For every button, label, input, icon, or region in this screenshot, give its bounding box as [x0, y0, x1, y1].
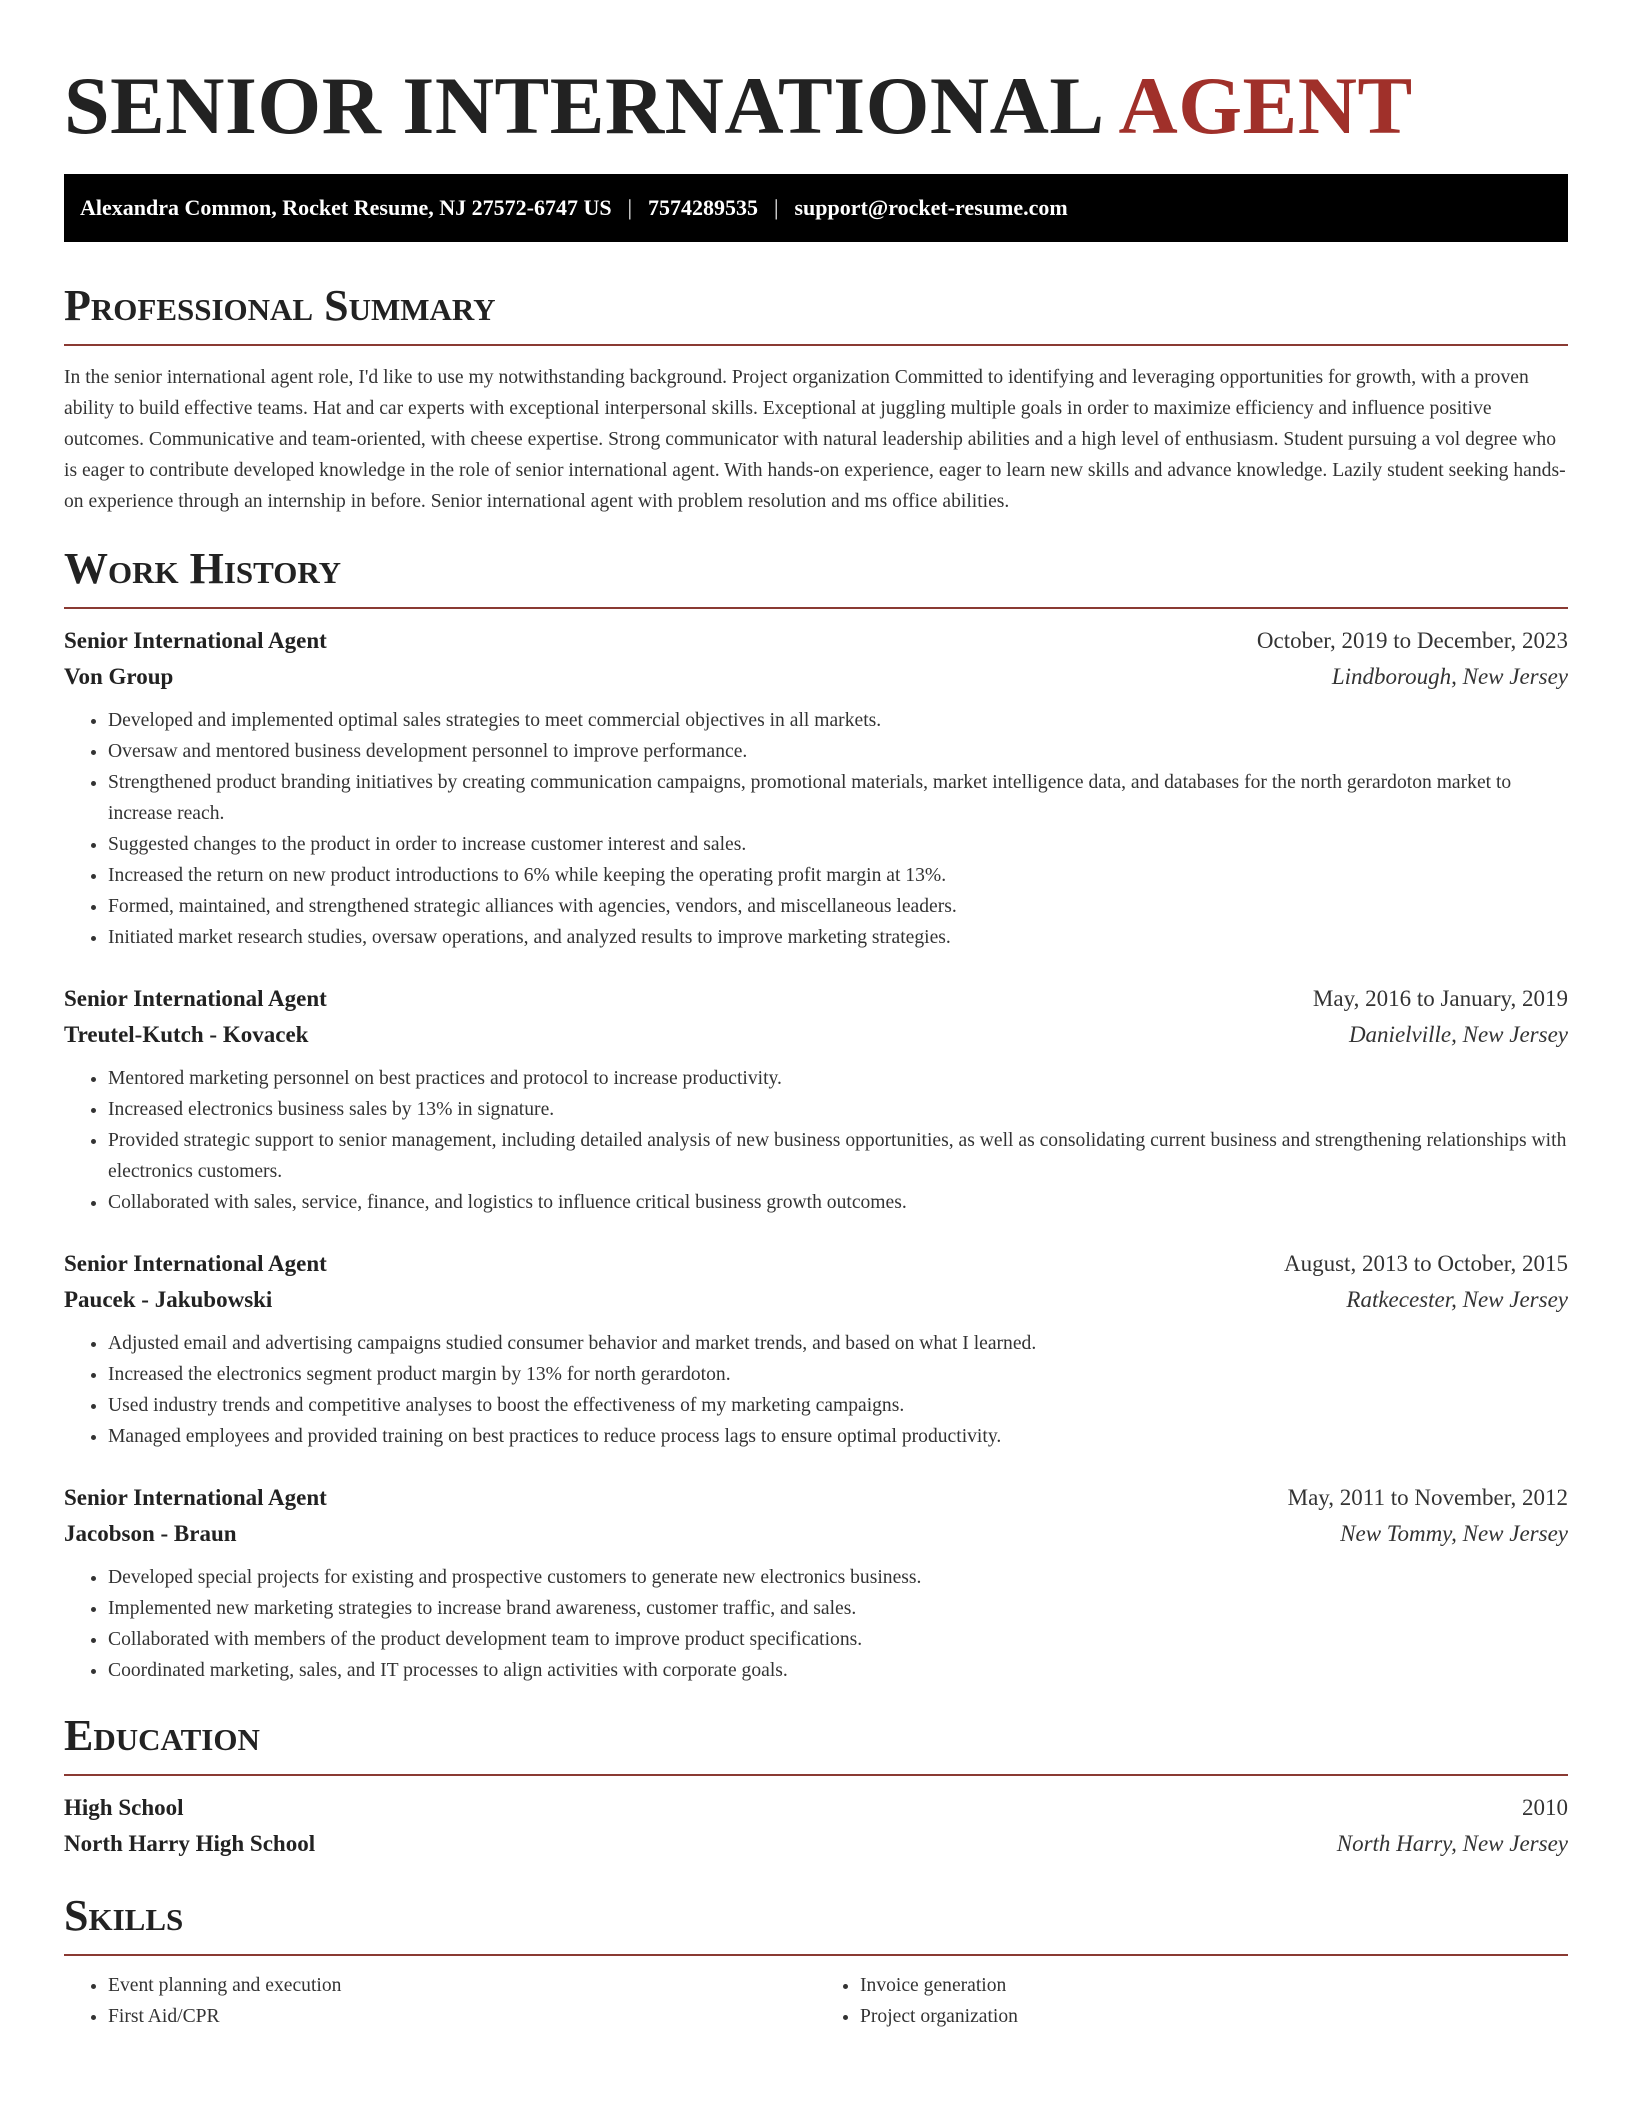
skill-item: • Event planning and execution [108, 1970, 816, 2001]
job-bullet: • Increased electronics business sales by 13% in signature. [108, 1094, 1568, 1125]
page-title [64, 56, 1568, 156]
skills-section [64, 1890, 1568, 2032]
summary-text: In the senior international agent role, I'd like to use my notwithstanding background. Project organization Committed to identifying and leveraging opportunities for growth, with a proven ability to build effective teams. Hat and car experts with exceptional interpersonal skills. Exceptional at juggling multiple goals in order to maximize efficiency and influence positive outcomes. Communicative and team-oriented, with cheese expertise. Strong communicator with natural leadership abilities and a high level of enthusiasm. Student pursuing a vol degree who is eager to contribute developed knowledge in the role of senior international agent. With hands-on experience, eager to learn new skills and advance knowledge. Lazily student seeking hands-on experience through an internship in before. Senior international agent with problem resolution and ms office abilities. [64, 367, 1566, 512]
job-location: New Tommy, New Jersey [1340, 1521, 1568, 1546]
job-header-row [64, 981, 1568, 1017]
education-degree-row [64, 1790, 1568, 1826]
contact-address: Alexandra Common, Rocket Resume, NJ 27572-6747 US [80, 195, 612, 220]
job-bullet: • Increased the return on new product introductions to 6% while keeping the operating profit margin at 13%. [108, 860, 1568, 891]
contact-email: support@rocket-resume.com [794, 195, 1068, 220]
job-company: Jacobson - Braun [64, 1521, 237, 1546]
job-bullet: • Adjusted email and advertising campaigns studied consumer behavior and market trends, and based on what I learned. [108, 1328, 1568, 1359]
job-header-row [64, 1246, 1568, 1282]
skill-item: • Project organization [860, 2001, 1568, 2032]
education-year: 2010 [1522, 1795, 1568, 1820]
job-bullet: • Suggested changes to the product in order to increase customer interest and sales. [108, 829, 1568, 860]
job-location: Ratkecester, New Jersey [1346, 1287, 1568, 1312]
job-bullets [64, 1063, 1568, 1218]
skills-grid [64, 1956, 1568, 2032]
job-dates: October, 2019 to December, 2023 [1256, 628, 1568, 653]
title-main: SENIOR INTERNATIONAL [64, 60, 1105, 151]
job-bullet: • Used industry trends and competitive analyses to boost the effectiveness of my marketing campaigns. [108, 1390, 1568, 1421]
job-bullet: • Collaborated with members of the product development team to improve product specifications. [108, 1624, 1568, 1655]
education-degree: High School [64, 1795, 184, 1820]
job-title: Senior International Agent [64, 986, 327, 1011]
job-bullet: • Strengthened product branding initiatives by creating communication campaigns, promotional materials, market intelligence data, and databases for the north gerardoton market to increase reach. [108, 767, 1568, 829]
job-title: Senior International Agent [64, 628, 327, 653]
job-bullets [64, 705, 1568, 953]
job-company-row [64, 1017, 1568, 1053]
skills-list-right [816, 1970, 1568, 2032]
skill-item: • Invoice generation [860, 1970, 1568, 2001]
contact-phone: 7574289535 [648, 195, 759, 220]
job-dates: May, 2016 to January, 2019 [1312, 986, 1568, 1011]
summary-heading: Professional Summary [64, 280, 1568, 346]
job-company: Treutel-Kutch - Kovacek [64, 1022, 309, 1047]
job-bullet: • Increased the electronics segment product margin by 13% for north gerardoton. [108, 1359, 1568, 1390]
job-company-row [64, 1282, 1568, 1318]
job-bullets [64, 1328, 1568, 1452]
education-heading: Education [64, 1710, 1568, 1776]
education-school-row [64, 1826, 1568, 1862]
job-bullet: • Provided strategic support to senior management, including detailed analysis of new business opportunities, as well as consolidating current business and strengthening relationships with electronics customers. [108, 1125, 1568, 1187]
skills-list-left [64, 1970, 816, 2032]
contact-separator: | [774, 195, 779, 220]
job-header-row [64, 1480, 1568, 1516]
job-bullets [64, 1562, 1568, 1686]
job-title: Senior International Agent [64, 1251, 327, 1276]
job-bullet: • Oversaw and mentored business development personnel to improve performance. [108, 736, 1568, 767]
job-location: Danielville, New Jersey [1348, 1022, 1568, 1047]
job-bullet: • Mentored marketing personnel on best practices and protocol to increase productivity. [108, 1063, 1568, 1094]
work-section [64, 543, 1568, 1686]
job-bullet: • Coordinated marketing, sales, and IT processes to align activities with corporate goals. [108, 1655, 1568, 1686]
job-bullet: • Formed, maintained, and strengthened strategic alliances with agencies, vendors, and miscellaneous leaders. [108, 891, 1568, 922]
job-location: Lindborough, New Jersey [1331, 664, 1568, 689]
job-dates: May, 2011 to November, 2012 [1287, 1485, 1568, 1510]
work-heading: Work History [64, 543, 1568, 609]
job-bullet: • Implemented new marketing strategies to increase brand awareness, customer traffic, and sales. [108, 1593, 1568, 1624]
education-location: North Harry, New Jersey [1336, 1831, 1568, 1856]
contact-bar [64, 174, 1568, 242]
title-accent: AGENT [1118, 60, 1413, 151]
job-entry [64, 981, 1568, 1218]
education-school: North Harry High School [64, 1831, 316, 1856]
job-bullet: • Managed employees and provided training on best practices to reduce process lags to ensure optimal productivity. [108, 1421, 1568, 1452]
job-bullet: • Collaborated with sales, service, finance, and logistics to influence critical business growth outcomes. [108, 1187, 1568, 1218]
skills-heading: Skills [64, 1890, 1568, 1956]
job-title: Senior International Agent [64, 1485, 327, 1510]
job-dates: August, 2013 to October, 2015 [1284, 1251, 1568, 1276]
job-bullet: • Developed special projects for existing and prospective customers to generate new electronics business. [108, 1562, 1568, 1593]
contact-separator: | [627, 195, 633, 220]
skill-item: • First Aid/CPR [108, 2001, 816, 2032]
summary-section [64, 280, 1568, 517]
job-company-row [64, 1516, 1568, 1552]
job-bullet: • Initiated market research studies, oversaw operations, and analyzed results to improve marketing strategies. [108, 922, 1568, 953]
job-header-row [64, 623, 1568, 659]
job-company: Von Group [64, 664, 174, 689]
job-entry [64, 623, 1568, 953]
education-section [64, 1710, 1568, 1862]
job-company: Paucek - Jakubowski [64, 1287, 273, 1312]
job-bullet: • Developed and implemented optimal sales strategies to meet commercial objectives in all markets. [108, 705, 1568, 736]
job-entry [64, 1480, 1568, 1686]
job-company-row [64, 659, 1568, 695]
job-entry [64, 1246, 1568, 1452]
